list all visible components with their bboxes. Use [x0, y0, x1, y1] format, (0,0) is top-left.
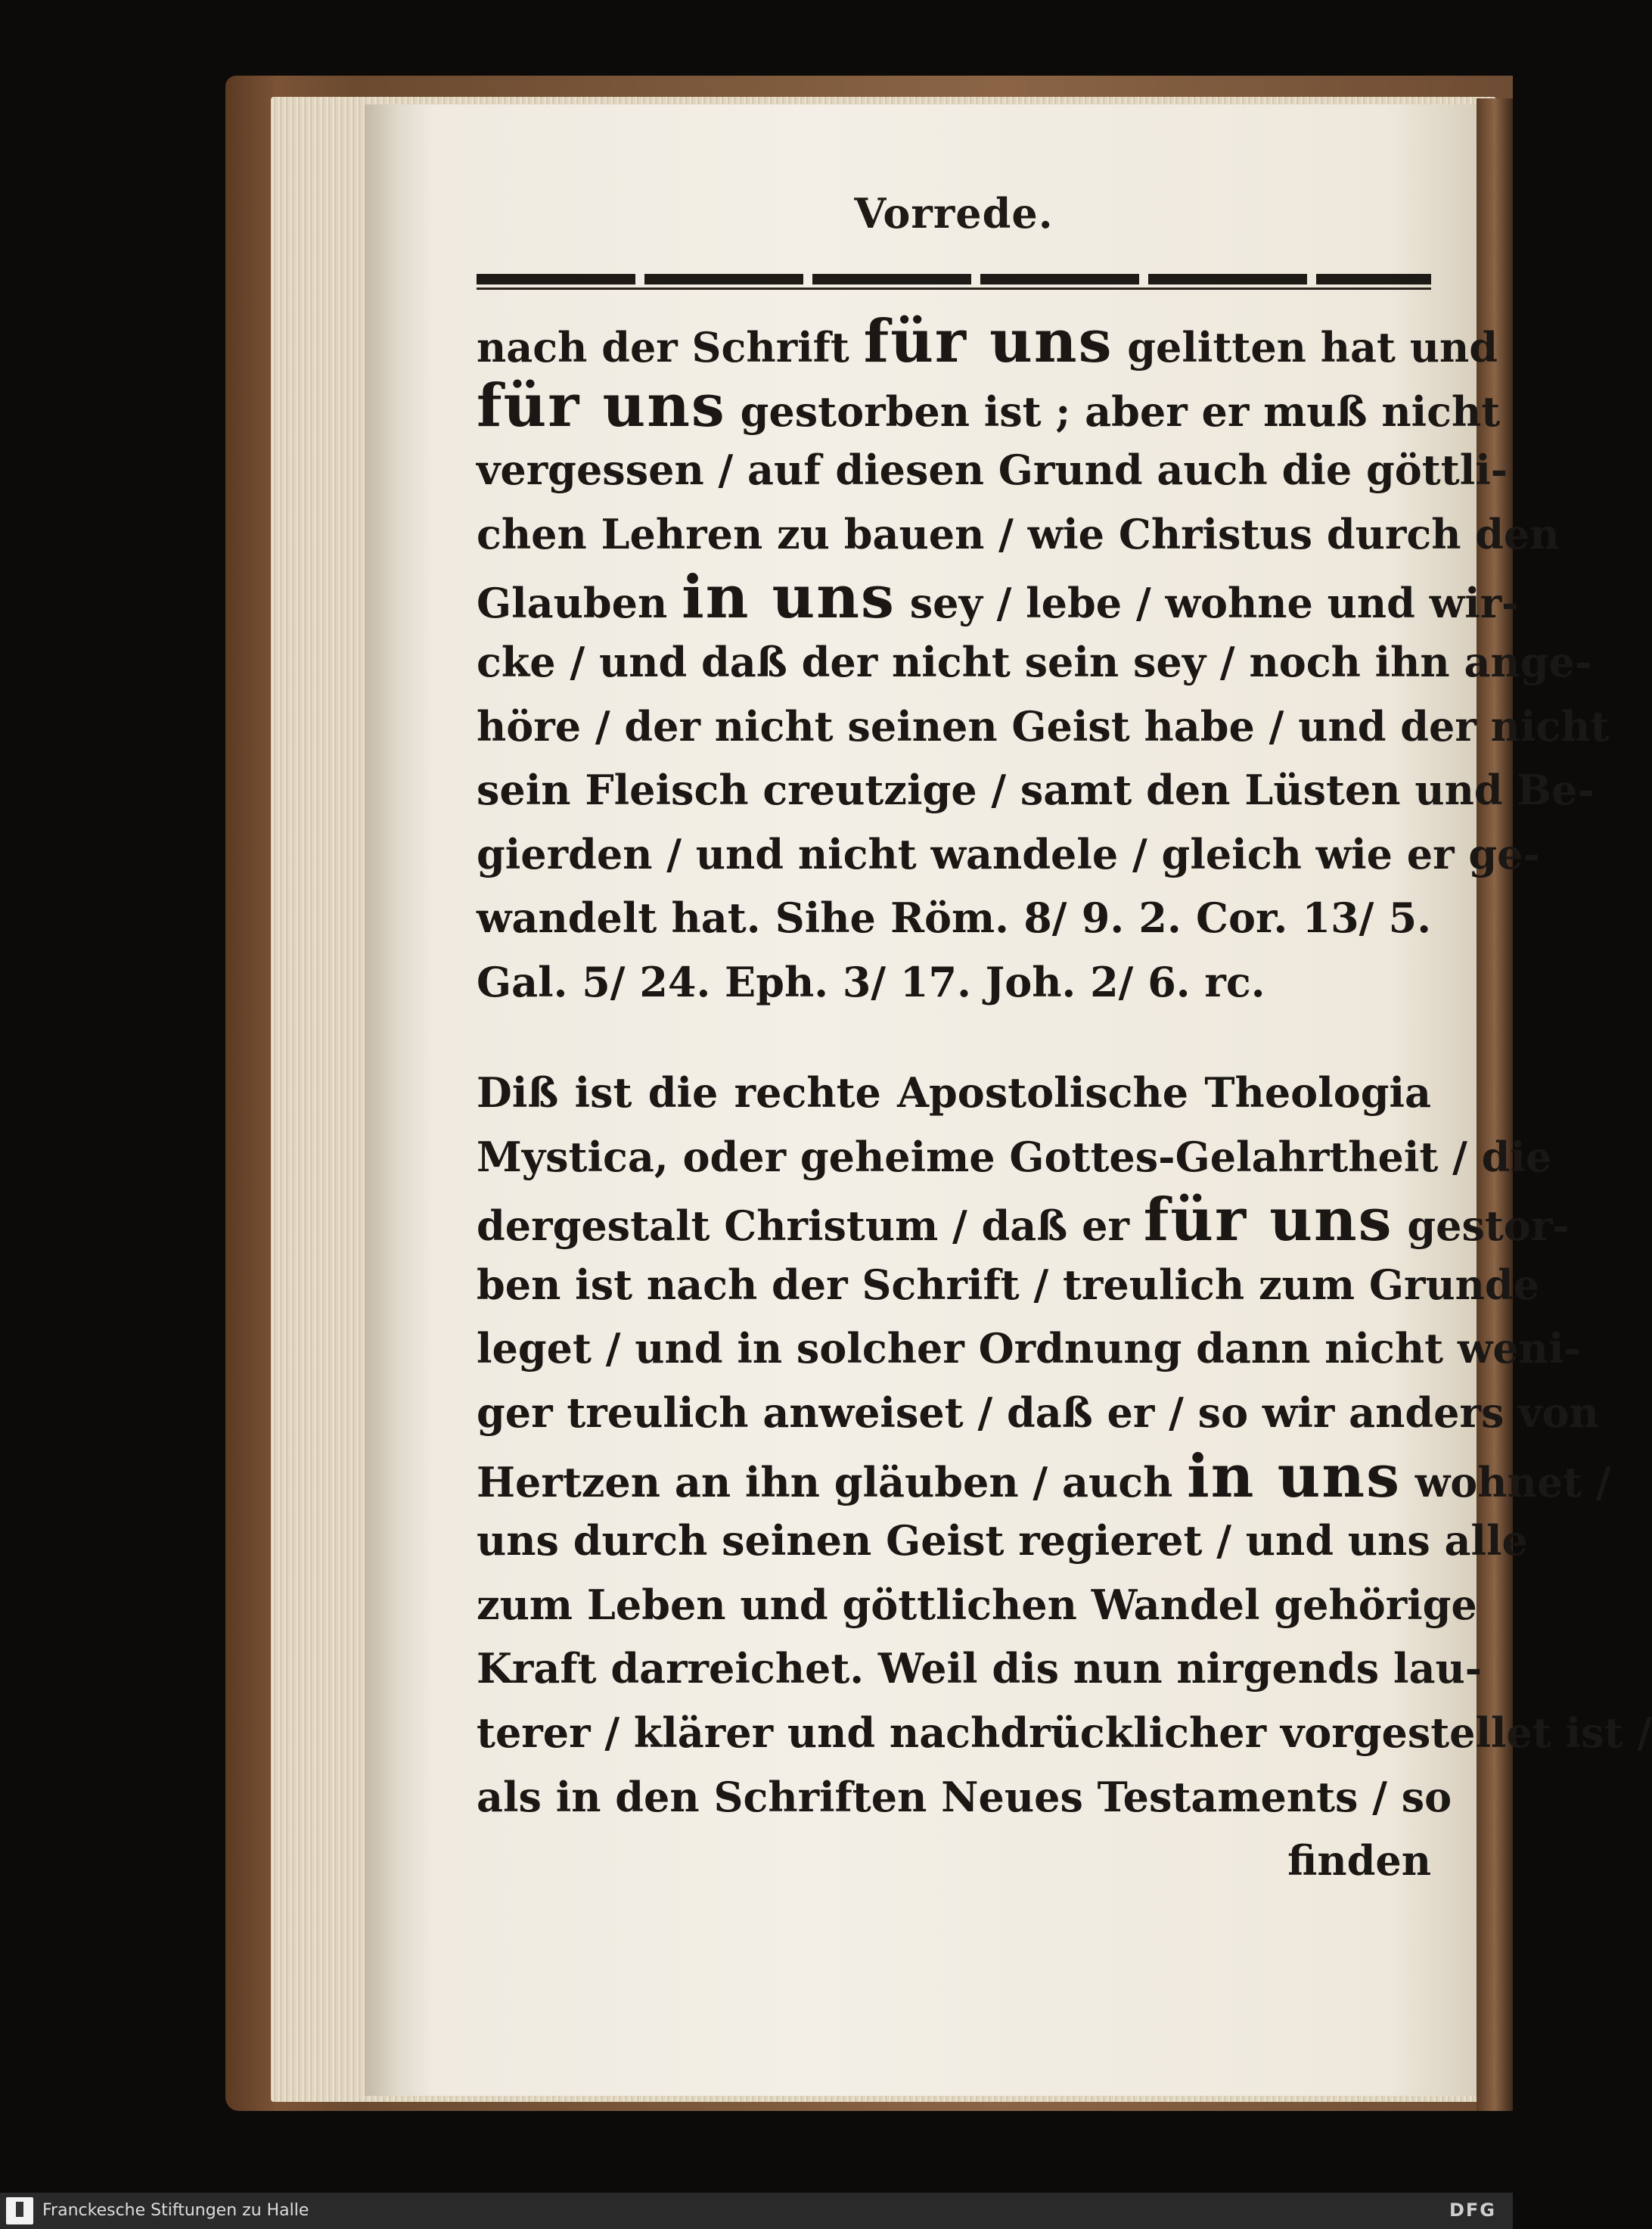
text-line: als in den Schriften Neues Testaments / so: [477, 1772, 1452, 1821]
catchword: finden: [1287, 1836, 1431, 1885]
text-line: Mystica, oder geheime Gottes-Gelahrtheit / die: [477, 1132, 1552, 1181]
text-line: ben ist nach der Schrift / treulich zum Grunde: [477, 1260, 1540, 1309]
header-rule: [477, 274, 1431, 284]
text-line: gierden / und nicht wandele / gleich wie er ge-: [477, 829, 1540, 878]
gutter-shadow: [365, 104, 433, 2096]
text-line: dergestalt Christum / daß er für uns gestor-: [477, 1186, 1570, 1255]
text-line: sein Fleisch creutzige / samt den Lüsten und Be-: [477, 766, 1595, 815]
footer-bar: [0, 2193, 1513, 2229]
institution-logo-icon: [6, 2197, 33, 2224]
text-line: Hertzen an ihn gläuben / auch in uns wohnet /: [477, 1441, 1611, 1511]
paragraph-2: [477, 1061, 1652, 1893]
text-line: wandelt hat. Sihe Röm. 8/ 9. 2. Cor. 13/ 5.: [477, 894, 1431, 943]
text-line: terer / klärer und nachdrücklicher vorgestellet ist /: [477, 1708, 1652, 1757]
text-line: vergessen / auf diesen Grund auch die göttli-: [477, 446, 1508, 495]
institution-name: Franckesche Stiftungen zu Halle: [42, 2201, 309, 2220]
text-line: für uns gestorben ist ; aber er muß nicht: [477, 371, 1501, 440]
text-line: höre / der nicht seinen Geist habe / und der nicht: [477, 701, 1610, 751]
text-line: nach der Schrift für uns gelitten hat und: [477, 307, 1498, 376]
paragraph-1: [477, 307, 1610, 1015]
text-line: Diß ist die rechte Apostolische Theologia: [477, 1068, 1431, 1117]
text-line: ger treulich anweiset / daß er / so wir anders von: [477, 1388, 1599, 1437]
running-header: Vorrede.: [854, 189, 1054, 238]
text-line: chen Lehren zu bauen / wie Christus durch den: [477, 509, 1560, 558]
text-line: zum Leben und göttlichen Wandel gehörige: [477, 1580, 1477, 1629]
text-line: Glauben in uns sey / lebe / wohne und wir-: [477, 563, 1519, 633]
header-rule-underline: [477, 288, 1431, 290]
dfg-logo: DFG: [1449, 2199, 1496, 2221]
text-line: leget / und in solcher Ordnung dann nicht weni-: [477, 1324, 1581, 1373]
text-line: Kraft darreichet. Weil dis nun nirgends lau-: [477, 1644, 1483, 1693]
text-line: cke / und daß der nicht sein sey / noch ihn ange-: [477, 637, 1592, 686]
text-line: Gal. 5/ 24. Eph. 3/ 17. Joh. 2/ 6. rc.: [477, 957, 1265, 1006]
text-line: uns durch seinen Geist regieret / und uns alle: [477, 1516, 1528, 1565]
